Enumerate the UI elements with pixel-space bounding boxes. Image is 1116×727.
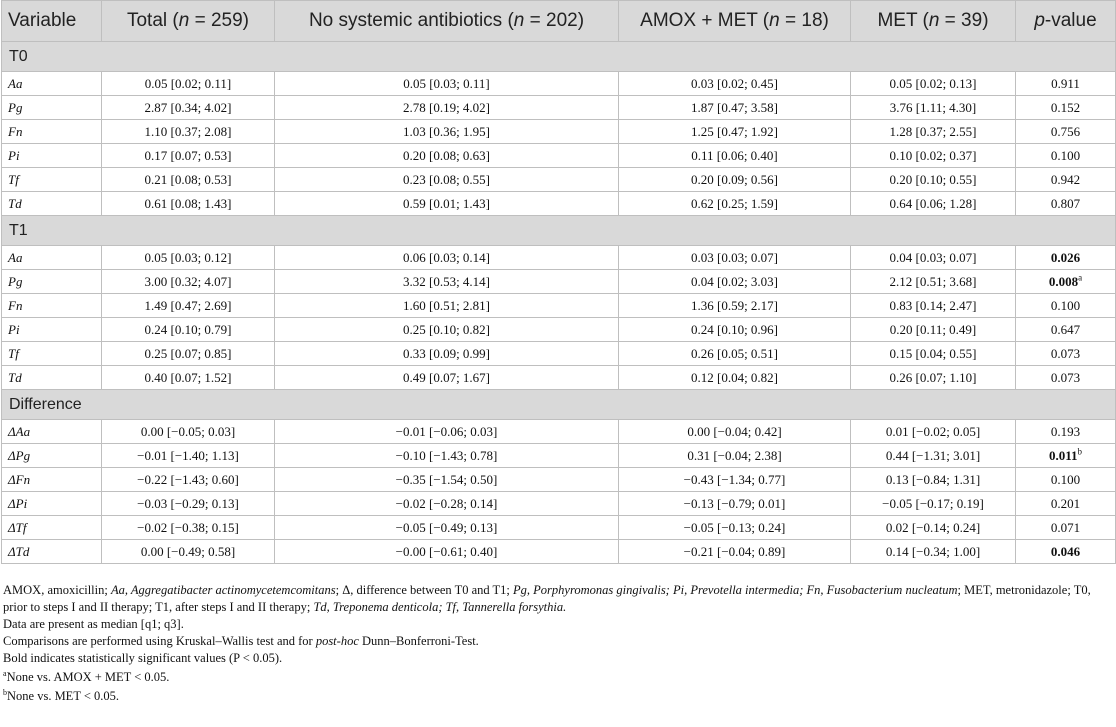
- variable-cell: Td: [2, 192, 102, 216]
- p-value-cell: 0.100: [1016, 468, 1116, 492]
- value-cell: 0.83 [0.14; 2.47]: [851, 294, 1016, 318]
- value-cell: 0.64 [0.06; 1.28]: [851, 192, 1016, 216]
- section-title: T0: [2, 42, 1116, 72]
- column-header: Variable: [2, 1, 102, 42]
- table-row: [2, 270, 1116, 294]
- table-row: [2, 444, 1116, 468]
- value-cell: 0.23 [0.08; 0.55]: [275, 168, 619, 192]
- footnote-mark: b: [1077, 446, 1083, 457]
- section-header-row: [2, 216, 1116, 246]
- column-header: Total (n = 259): [102, 1, 275, 42]
- value-cell: 1.03 [0.36; 1.95]: [275, 120, 619, 144]
- variable-cell: Pi: [2, 144, 102, 168]
- value-cell: −0.00 [−0.61; 0.40]: [275, 540, 619, 564]
- value-cell: −0.21 [−0.04; 0.89]: [619, 540, 851, 564]
- variable-cell: Aa: [2, 72, 102, 96]
- value-cell: 2.87 [0.34; 4.02]: [102, 96, 275, 120]
- value-cell: 1.60 [0.51; 2.81]: [275, 294, 619, 318]
- table-body: [2, 42, 1116, 564]
- p-value-cell: 0.911: [1016, 72, 1116, 96]
- table-row: [2, 468, 1116, 492]
- value-cell: 1.87 [0.47; 3.58]: [619, 96, 851, 120]
- value-cell: 0.05 [0.02; 0.11]: [102, 72, 275, 96]
- value-cell: 0.02 [−0.14; 0.24]: [851, 516, 1016, 540]
- value-cell: 0.10 [0.02; 0.37]: [851, 144, 1016, 168]
- comparisons-note: Comparisons are performed using Kruskal–Wallis test and for post-hoc Dunn–Bonferroni-Test.: [3, 634, 479, 648]
- p-value-cell: 0.046: [1016, 540, 1116, 564]
- value-cell: 0.26 [0.07; 1.10]: [851, 366, 1016, 390]
- variable-cell: Tf: [2, 168, 102, 192]
- value-cell: 1.25 [0.47; 1.92]: [619, 120, 851, 144]
- table-row: [2, 120, 1116, 144]
- value-cell: 0.05 [0.03; 0.11]: [275, 72, 619, 96]
- value-cell: −0.13 [−0.79; 0.01]: [619, 492, 851, 516]
- table-row: [2, 366, 1116, 390]
- value-cell: 3.32 [0.53; 4.14]: [275, 270, 619, 294]
- value-cell: 0.62 [0.25; 1.59]: [619, 192, 851, 216]
- value-cell: 1.49 [0.47; 2.69]: [102, 294, 275, 318]
- column-header: No systemic antibiotics (n = 202): [275, 1, 619, 42]
- table-row: [2, 246, 1116, 270]
- footnote-a: $^a$None vs. AMOX + MET < 0.05.: [3, 668, 170, 684]
- value-cell: 0.04 [0.03; 0.07]: [851, 246, 1016, 270]
- table-row: [2, 318, 1116, 342]
- value-cell: 0.40 [0.07; 1.52]: [102, 366, 275, 390]
- p-value-cell: 0.193: [1016, 420, 1116, 444]
- value-cell: 2.12 [0.51; 3.68]: [851, 270, 1016, 294]
- section-title: Difference: [2, 390, 1116, 420]
- value-cell: −0.02 [−0.28; 0.14]: [275, 492, 619, 516]
- variable-cell: ΔPi: [2, 492, 102, 516]
- p-value-cell: 0.026: [1016, 246, 1116, 270]
- variable-cell: Fn: [2, 120, 102, 144]
- value-cell: 0.13 [−0.84; 1.31]: [851, 468, 1016, 492]
- footnote-b: $^b$None vs. MET < 0.05.: [3, 687, 120, 703]
- value-cell: −0.43 [−1.34; 0.77]: [619, 468, 851, 492]
- section-header-row: [2, 42, 1116, 72]
- p-value-cell: 0.100: [1016, 144, 1116, 168]
- value-cell: 1.28 [0.37; 2.55]: [851, 120, 1016, 144]
- value-cell: 0.04 [0.02; 3.03]: [619, 270, 851, 294]
- variable-cell: Tf: [2, 342, 102, 366]
- value-cell: −0.10 [−1.43; 0.78]: [275, 444, 619, 468]
- value-cell: 0.00 [−0.05; 0.03]: [102, 420, 275, 444]
- column-header: MET (n = 39): [851, 1, 1016, 42]
- value-cell: 0.01 [−0.02; 0.05]: [851, 420, 1016, 444]
- p-value-cell: 0.152: [1016, 96, 1116, 120]
- value-cell: 0.44 [−1.31; 3.01]: [851, 444, 1016, 468]
- value-cell: 0.20 [0.10; 0.55]: [851, 168, 1016, 192]
- table-row: [2, 144, 1116, 168]
- value-cell: −0.22 [−1.43; 0.60]: [102, 468, 275, 492]
- table-row: [2, 492, 1116, 516]
- results-table: [1, 0, 1116, 564]
- value-cell: 0.26 [0.05; 0.51]: [619, 342, 851, 366]
- value-cell: 0.25 [0.07; 0.85]: [102, 342, 275, 366]
- table-row: [2, 342, 1116, 366]
- variable-cell: Pi: [2, 318, 102, 342]
- column-header: AMOX + MET (n = 18): [619, 1, 851, 42]
- value-cell: 0.03 [0.03; 0.07]: [619, 246, 851, 270]
- table-row: [2, 168, 1116, 192]
- table-row: [2, 294, 1116, 318]
- value-cell: 0.49 [0.07; 1.67]: [275, 366, 619, 390]
- p-value-cell: 0.073: [1016, 366, 1116, 390]
- variable-cell: ΔFn: [2, 468, 102, 492]
- p-value-cell: 0.008$^a$: [1016, 270, 1116, 294]
- variable-cell: ΔPg: [2, 444, 102, 468]
- variable-cell: Td: [2, 366, 102, 390]
- variable-cell: ΔAa: [2, 420, 102, 444]
- column-header: p-value: [1016, 1, 1116, 42]
- value-cell: 0.00 [−0.04; 0.42]: [619, 420, 851, 444]
- p-value-cell: 0.011$^b$: [1016, 444, 1116, 468]
- value-cell: 0.24 [0.10; 0.79]: [102, 318, 275, 342]
- abbreviations-note: AMOX, amoxicillin; Aa, Aggregatibacter actinomycetemcomitans; Δ, difference between T0 and T1; Pg, Porphyromonas gingivalis; Pi, Prevotella intermedia; Fn, Fusobacterium nucleatum; MET, metronidazole; T0, prior to steps I and II therapy; T1, after steps I and II therapy; Td, Treponema denticola; Tf, Tannerella forsythia.: [3, 583, 1091, 614]
- value-cell: 0.05 [0.02; 0.13]: [851, 72, 1016, 96]
- value-cell: 2.78 [0.19; 4.02]: [275, 96, 619, 120]
- value-cell: 0.11 [0.06; 0.40]: [619, 144, 851, 168]
- value-cell: 0.12 [0.04; 0.82]: [619, 366, 851, 390]
- footnote-mark: a: [1078, 272, 1083, 283]
- table-row: [2, 540, 1116, 564]
- p-value-cell: 0.071: [1016, 516, 1116, 540]
- value-cell: −0.35 [−1.54; 0.50]: [275, 468, 619, 492]
- table-row: [2, 72, 1116, 96]
- p-value-cell: 0.201: [1016, 492, 1116, 516]
- value-cell: −0.05 [−0.13; 0.24]: [619, 516, 851, 540]
- value-cell: −0.02 [−0.38; 0.15]: [102, 516, 275, 540]
- value-cell: 0.20 [0.08; 0.63]: [275, 144, 619, 168]
- variable-cell: Pg: [2, 96, 102, 120]
- value-cell: 0.24 [0.10; 0.96]: [619, 318, 851, 342]
- value-cell: 0.25 [0.10; 0.82]: [275, 318, 619, 342]
- value-cell: 0.05 [0.03; 0.12]: [102, 246, 275, 270]
- p-value-cell: 0.073: [1016, 342, 1116, 366]
- value-cell: −0.05 [−0.49; 0.13]: [275, 516, 619, 540]
- value-cell: 0.00 [−0.49; 0.58]: [102, 540, 275, 564]
- value-cell: 0.21 [0.08; 0.53]: [102, 168, 275, 192]
- value-cell: −0.05 [−0.17; 0.19]: [851, 492, 1016, 516]
- value-cell: 0.20 [0.11; 0.49]: [851, 318, 1016, 342]
- bold-note: Bold indicates statistically significant values (P < 0.05).: [3, 651, 283, 665]
- table-row: [2, 420, 1116, 444]
- value-cell: 3.00 [0.32; 4.07]: [102, 270, 275, 294]
- header-row: [2, 1, 1116, 42]
- table-footnotes: [3, 582, 1111, 705]
- value-cell: −0.01 [−1.40; 1.13]: [102, 444, 275, 468]
- section-header-row: [2, 390, 1116, 420]
- value-cell: 1.36 [0.59; 2.17]: [619, 294, 851, 318]
- section-title: T1: [2, 216, 1116, 246]
- value-cell: 1.10 [0.37; 2.08]: [102, 120, 275, 144]
- p-value-cell: 0.647: [1016, 318, 1116, 342]
- value-cell: 0.59 [0.01; 1.43]: [275, 192, 619, 216]
- value-cell: −0.03 [−0.29; 0.13]: [102, 492, 275, 516]
- data-note: Data are present as median [q1; q3].: [3, 617, 184, 631]
- variable-cell: ΔTd: [2, 540, 102, 564]
- table-row: [2, 192, 1116, 216]
- value-cell: 0.03 [0.02; 0.45]: [619, 72, 851, 96]
- value-cell: 0.20 [0.09; 0.56]: [619, 168, 851, 192]
- variable-cell: Pg: [2, 270, 102, 294]
- table-row: [2, 516, 1116, 540]
- p-value-cell: 0.756: [1016, 120, 1116, 144]
- variable-cell: Aa: [2, 246, 102, 270]
- value-cell: 0.61 [0.08; 1.43]: [102, 192, 275, 216]
- p-value-cell: 0.807: [1016, 192, 1116, 216]
- value-cell: 0.17 [0.07; 0.53]: [102, 144, 275, 168]
- value-cell: −0.01 [−0.06; 0.03]: [275, 420, 619, 444]
- value-cell: 0.06 [0.03; 0.14]: [275, 246, 619, 270]
- value-cell: 0.31 [−0.04; 2.38]: [619, 444, 851, 468]
- table-row: [2, 96, 1116, 120]
- value-cell: 3.76 [1.11; 4.30]: [851, 96, 1016, 120]
- variable-cell: Fn: [2, 294, 102, 318]
- value-cell: 0.14 [−0.34; 1.00]: [851, 540, 1016, 564]
- value-cell: 0.15 [0.04; 0.55]: [851, 342, 1016, 366]
- p-value-cell: 0.100: [1016, 294, 1116, 318]
- variable-cell: ΔTf: [2, 516, 102, 540]
- value-cell: 0.33 [0.09; 0.99]: [275, 342, 619, 366]
- p-value-cell: 0.942: [1016, 168, 1116, 192]
